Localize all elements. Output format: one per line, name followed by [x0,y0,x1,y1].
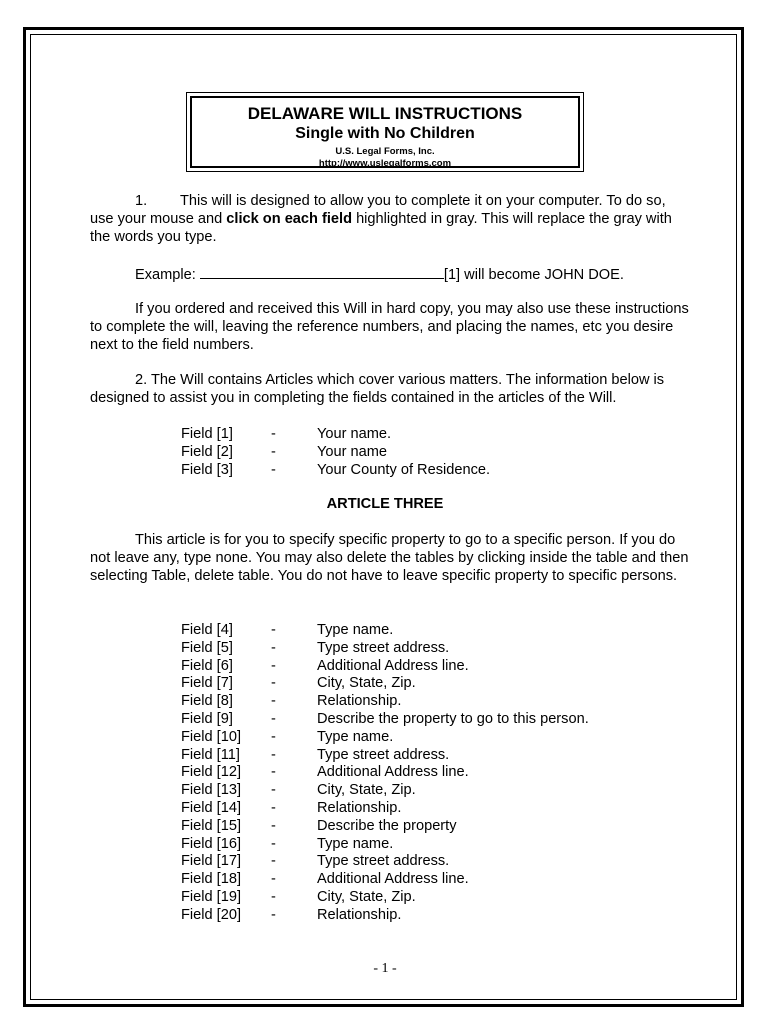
article-three-paragraph [90,531,690,585]
paragraph-2-text: 2. The Will contains Articles which cover various matters. The information below is designed to assist you in completing the fields contained in the articles of the Will. [90,372,665,406]
field-label: Field [8] [181,693,233,710]
field-dash: - [271,889,276,905]
field-dash: - [271,871,276,888]
field-description: City, State, Zip. [317,782,416,799]
field-row [181,888,661,906]
field-label: Field [18] [181,871,242,888]
field-row [181,781,661,799]
field-row [181,710,661,728]
field-description: Your name. [317,426,392,442]
field-row [181,906,661,924]
article-three-text: This article is for you to specify specific property to go to a specific person. If you do not leave any, type none. You may also delete the tables by clicking inside the table and then selecting Table, delete table. You do not have to leave specific property to specific persons. [90,532,689,584]
field-dash: - [271,835,276,852]
field-row [181,763,661,781]
field-dash: - [271,853,276,870]
field-description: Type name. [317,835,394,852]
paragraph-2 [90,371,690,407]
field-dash: - [271,639,276,656]
field-row [181,657,661,675]
field-row [181,746,661,764]
field-row [181,692,661,710]
field-dash: - [271,622,276,638]
field-dash: - [271,906,276,923]
field-dash: - [271,746,276,763]
field-dash: - [271,657,276,674]
field-description: Describe the property to go to this person. [317,711,589,727]
document-subtitle: Single with No Children [295,125,475,142]
field-dash: - [271,817,276,834]
field-row [181,817,661,835]
field-label: Field [9] [181,711,233,727]
field-row [181,621,661,639]
field-description: Relationship. [317,800,402,816]
company-url[interactable]: http://www.uslegalforms.com [318,158,452,169]
field-description: Your name [317,443,388,460]
field-dash: - [271,675,276,692]
company-name: U.S. Legal Forms, Inc. [335,146,435,157]
field-label: Field [11] [181,746,240,763]
field-row [181,425,661,443]
field-description: Type street address. [317,639,450,656]
paragraph-1-number: 1. [135,193,148,209]
field-row [181,461,661,479]
document-title: DELAWARE WILL INSTRUCTIONS [247,104,523,123]
field-row [181,443,661,461]
field-description: Additional Address line. [317,764,469,781]
paragraph-1-bold: click on each field [226,211,353,227]
field-row [181,639,661,657]
field-label: Field [17] [181,853,242,870]
page-number: - 1 - [373,961,397,976]
field-dash: - [271,443,276,460]
field-label: Field [15] [181,817,242,834]
field-label: Field [4] [181,622,233,638]
example-blank [200,264,444,279]
field-label: Field [16] [181,835,242,852]
field-row [181,674,661,692]
field-dash: - [271,461,276,478]
paragraph-hardcopy-text: If you ordered and received this Will in hard copy, you may also use these instructions to complete the will, leaving the reference numbers, and placing the names, etc you desire next to the field numbers. [90,301,689,353]
paragraph-1-text-a: This will is designed to allow you to complete it on your computer. To do so, use your mouse and [90,193,666,227]
field-label: Field [10] [181,728,242,745]
field-label: Field [5] [181,639,233,656]
example-line [135,264,624,284]
field-row [181,799,661,817]
title-box [186,92,584,172]
field-label: Field [7] [181,675,233,692]
field-dash: - [271,782,276,799]
field-description: Additional Address line. [317,871,469,888]
field-description: Relationship. [317,906,402,923]
field-description: Type street address. [317,746,450,763]
field-description: Type name. [317,728,394,745]
field-label: Field [14] [181,800,242,816]
example-suffix: [1] will become JOHN DOE. [443,267,624,283]
field-description: Type street address. [317,853,450,870]
field-description: Relationship. [317,693,402,710]
field-label: Field [19] [181,889,242,905]
field-row [181,835,661,853]
field-dash: - [271,728,276,745]
field-dash: - [271,426,276,442]
field-description: Describe the property [317,817,457,834]
field-row [181,852,661,870]
article-three-heading: ARTICLE THREE [326,496,444,512]
field-label: Field [2] [181,443,233,460]
field-description: Additional Address line. [317,657,469,674]
field-description: City, State, Zip. [317,889,416,905]
field-dash: - [271,711,276,727]
field-label: Field [13] [181,782,242,799]
field-label: Field [1] [181,426,233,442]
field-row [181,728,661,746]
field-dash: - [271,800,276,816]
field-label: Field [3] [181,461,233,478]
field-description: City, State, Zip. [317,675,416,692]
title-box-inner [190,96,580,168]
field-dash: - [271,764,276,781]
paragraph-hardcopy [90,300,690,354]
paragraph-1-text-b: highlighted in gray. This will replace the gray with the words you type. [90,211,672,245]
field-label: Field [6] [181,657,233,674]
example-label: Example: [135,267,200,283]
field-row [181,870,661,888]
field-label: Field [12] [181,764,242,781]
field-description: Type name. [317,622,394,638]
field-description: Your County of Residence. [317,461,491,478]
field-label: Field [20] [181,906,242,923]
field-dash: - [271,693,276,710]
paragraph-1 [90,192,690,246]
